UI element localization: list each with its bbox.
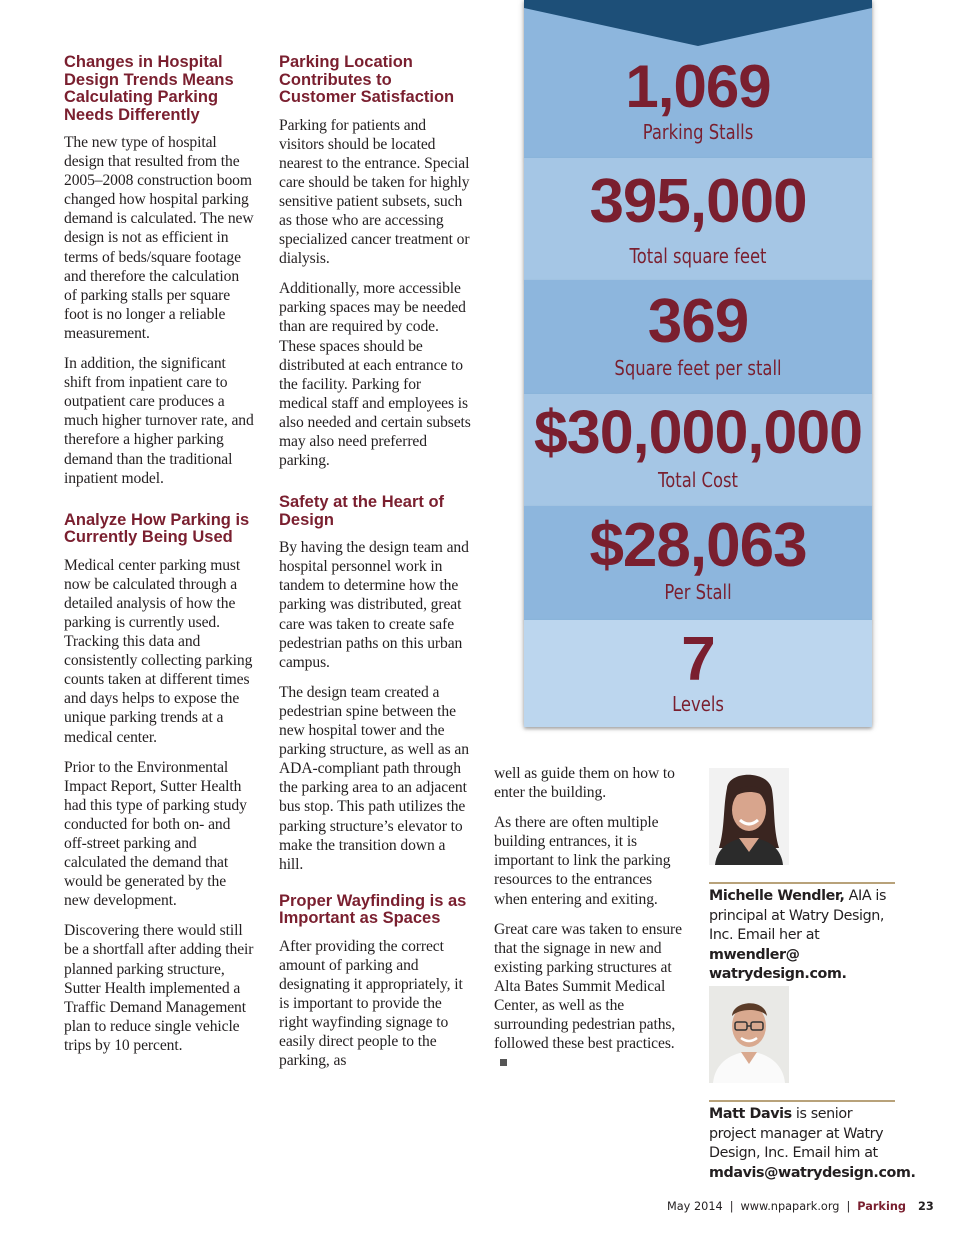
photo-michelle-wendler [709,768,789,865]
chevron-banner-icon [524,0,872,46]
heading-safety: Safety at the Heart of Design [279,493,445,529]
stat-total-cost [524,394,872,506]
column-3 [494,764,686,1083]
bio-text: AIA is principal at Watry Design, Inc. Email her at [709,888,886,943]
stat-value: $30,000,000 [533,398,863,466]
end-mark-icon [500,1059,507,1066]
heading-design-trends: Changes in Hospital Design Trends Means Calculating Parking Needs Differently [64,53,234,124]
stat-label: Per Stall [664,580,732,604]
column-2 [279,54,471,1081]
issue-date: May 2014 [667,1200,723,1213]
photo-matt-davis [709,986,789,1083]
divider [709,882,895,884]
stat-label: Square feet per stall [614,356,782,380]
heading-wayfinding: Proper Wayfinding is as Important as Spaces [279,891,467,928]
stat-label: Total Cost [658,468,738,492]
stat-per-stall [524,506,872,620]
stat-label: Levels [672,692,724,716]
paragraph: Prior to the Environmental Impact Report, Sutter Health had this type of parking study conducted for both on- and off-street parking and calculated the demand that would be generated by the new development. [64,758,247,910]
heading-analyze-parking: Analyze How Parking is Currently Being Used [64,510,250,547]
divider [709,1100,895,1102]
website-link[interactable]: www.npapark.org [740,1200,840,1213]
page-footer: May 2014 | www.npapark.org | Parking 23 [667,1200,934,1213]
bio-matt-davis [709,1105,916,1183]
paragraph: The design team created a pedestrian spine between the new hospital tower and the parking structure, as well as an ADA-compliant path through the parking area to an adjacent bus stop. This path utilizes the parking structure’s elevator to make the transition down a hill. [279,683,469,873]
bio-text: is senior project manager at Watry Design, Inc. Email him at [709,1106,884,1161]
paragraph: The new type of hospital design that resulted from the 2005–2008 construction boom changed how hospital parking demand is calculated. The new design is not as efficient in terms of beds/square footage and therefore the calculation of parking stalls per square foot is no longer a reliable measurement. [64,134,254,342]
paragraph: As there are often multiple building entrances, it is important to link the parking resources to the entrances when entering and exiting. [494,814,671,908]
page-number: 23 [917,1200,934,1213]
stats-panel [524,0,872,727]
paragraph [494,920,686,1073]
paragraph: well as guide them on how to enter the building. [494,765,675,802]
bio-michelle-wendler [709,887,899,985]
stat-label: Total square feet [629,244,767,268]
stat-value: 395,000 [589,167,807,236]
paragraph: Discovering there would still be a shortfall after adding their planned parking structure, Sutter Health implemented a Traffic Demand Management plan to reduce single vehicle trips by 10 percent. [64,922,254,1054]
stat-label: Parking Stalls [642,120,754,144]
paragraph: After providing the correct amount of parking and designating it appropriately, it is important to provide the right wayfinding signage to easily direct people to the parking, as [279,937,463,1070]
stat-value: 369 [647,287,749,356]
author-email: mdavis@watrydesign.com. [709,1164,916,1181]
paragraph: Medical center parking must now be calculated through a detailed analysis of how the parking is currently used. Tracking this data and consistently collecting parking counts taken at different times and days helps to expose the unique parking trends at a medical center. [64,556,253,746]
paragraph: In addition, the significant shift from inpatient care to outpatient care produces a much higher turnover rate, and therefore a higher parking demand than the traditional inpatient model. [64,355,254,487]
paragraph-text: Great care was taken to ensure that the signage in new and existing parking structures at Alta Bates Summit Medical Center, as well as the surrounding pedestrian paths, followed these best practices. [494,920,682,1053]
stat-square-feet-per-stall [524,280,872,394]
stat-value: 7 [681,625,715,694]
column-1 [64,54,254,1066]
magazine-name: Parking [857,1200,906,1213]
paragraph: Additionally, more accessible parking spaces may be needed than are required by code. These spaces should be distributed at each entrance to the facility. Parking for medical staff and employees is also needed and certain subsets may also need preferred parking. [279,280,471,470]
stat-levels [524,620,872,727]
stat-total-square-feet [524,158,872,280]
paragraph: Parking for patients and visitors should be located nearest to the entrance. Special care should be taken for highly sensitive patient subsets, such as those who are accessing specialized cancer treatment or dialysis. [279,116,470,268]
author-name: Michelle Wendler, [709,888,845,904]
author-email: mwendler@ watrydesign.com. [709,946,847,982]
stat-value: 1,069 [625,53,771,120]
paragraph: By having the design team and hospital personnel work in tandem to determine how the parking was distributed, great care was taken to create safe pedestrian paths on this urban campus. [279,539,469,671]
heading-parking-location: Parking Location Contributes to Customer Satisfaction [279,53,455,106]
author-name: Matt Davis [709,1106,792,1122]
stat-value: $28,063 [589,511,807,580]
